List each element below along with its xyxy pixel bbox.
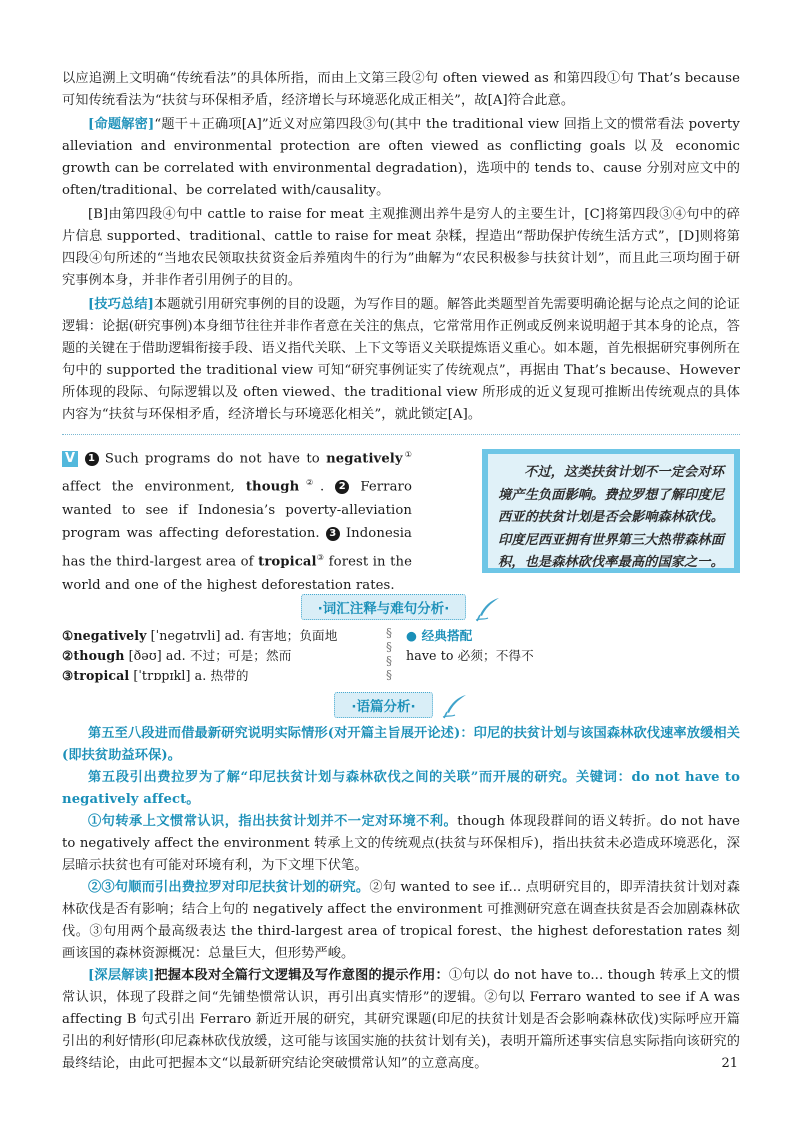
paragraph-text: 本题就引用研究事例的目的设题，为写作目的题。解答此类题型首先需要明确论据与论点之间的论证逻辑：论据(研究事例)本身细节往往并非作者意在关注的焦点，它常常用作正例或反例来说明超于其本身的论点，答题的关键在于借助逻辑衔接手段、语义指代关联、上下文等语义关联提炼语义重心。如本题，首先根据研究事例所在句中的 supported the traditional view 可知“研究事例证实了传统观点”，再据由 That’s because、However 所体现的段际、句际逻辑以及 often viewed、the traditional view 所形成的近义复现可推断出传统观点的具体内容为“扶贫与环保相矛盾，经济增长与环境恶化相关”，就此锁定[A]。 — [62, 297, 740, 422]
vocab-list — [62, 626, 382, 686]
paragraph-4 — [62, 294, 740, 426]
page-number: 21 — [721, 1056, 738, 1071]
dotted-divider — [62, 434, 740, 435]
vocab-word: though — [245, 479, 300, 495]
quill-icon — [475, 596, 501, 622]
spiral-divider: § § § § — [386, 625, 392, 682]
translation-box — [482, 449, 740, 573]
vocab-item: ②though [ðəʊ] ad. 不过；可是；然而 — [62, 647, 292, 663]
collocation-heading: ● 经典搭配 — [406, 627, 473, 643]
vocab-word: negatively — [326, 451, 403, 467]
passage-section — [62, 443, 740, 593]
paragraph-2 — [62, 114, 740, 202]
analysis-banner — [62, 692, 740, 720]
sentence-number: 3 — [326, 527, 340, 541]
vocab-banner-label: ·词汇注释与难句分析· — [301, 594, 467, 620]
vocab-banner — [62, 594, 740, 622]
quill-icon — [442, 693, 468, 719]
analysis-section — [62, 723, 740, 1075]
collocation-item: have to 必须；不得不 — [406, 647, 534, 663]
deep-reading: [深层解读]把握本段对全篇行文逻辑及写作意图的提示作用：①句以 do not have to... though 转承上文的惯常认识，体现了段群之间“先铺垫惯常认识，再引出真实情形”的逻辑。②句以 Ferraro wanted to see if A was affecting B 句式引出 Ferraro 新近开展的研究，其研究课题(印尼的扶贫计划是否会影响森林砍伐)实际呼应开篇引出的利好情形(印尼森林砍伐放缓，这可能与该国实施的扶贫计划有关)，表明开篇所述事实信息实际指向该研究的最终结论，由此可把握本文“以最新研究结论突破惯常认知”的立意高度。 — [62, 968, 740, 1071]
translation-text: 不过，这类扶贫计划不一定会对环境产生负面影响。费拉罗想了解印度尼西亚的扶贫计划是否会影响森林砍伐。印度尼西亚拥有世界第三大热带森林面积，也是森林砍伐率最高的国家之一。 — [498, 465, 724, 570]
vocab-section — [62, 626, 740, 686]
tag-label: [技巧总结] — [88, 297, 154, 312]
analysis-summary: 第五至八段进而借最新研究说明实际情形(对开篇主旨展开论述)：印尼的扶贫计划与该国森林砍伐速率放缓相关(即扶贫助益环保)。 — [62, 726, 740, 763]
page-content — [62, 68, 740, 1075]
sentence-number: 2 — [335, 480, 349, 494]
paragraph-label: V — [62, 451, 78, 467]
vocab-word: tropical — [258, 554, 317, 570]
collocation-section — [406, 626, 534, 666]
vocab-item: ①negatively [ˈneɡətɪvli] ad. 有害地；负面地 — [62, 627, 338, 643]
analysis-point: ②③句顺而引出费拉罗对印尼扶贫计划的研究。②句 wanted to see if... 点明研究目的，即弄清扶贫计划对森林砍伐是否有影响；结合上句的 negatively affect the environment 可推测研究意在调查扶贫是否会加剧森林砍伐。③句用两个最高级表达 the third-largest area of tropical forest、the highest deforestation rates 刻画该国的森林资源概况：总量巨大，但形势严峻。 — [62, 880, 740, 961]
analysis-banner-label: ·语篇分析· — [334, 692, 432, 718]
paragraph-1: 以应追溯上文明确“传统看法”的具体所指，而由上文第三段②句 often viewed as 和第四段①句 That’s because 可知传统看法为“扶贫与环保相矛盾，经济增长与环境恶化成正相关”，故[A]符合此意。 — [62, 71, 740, 108]
tag-label: [命题解密] — [88, 117, 155, 132]
analysis-keyword: 第五段引出费拉罗为了解“印尼扶贫计划与森林砍伐之间的关联”而开展的研究。关键词：do not have to negatively affect。 — [62, 770, 740, 807]
vocab-item: ③tropical [ˈtrɒpɪkl] a. 热带的 — [62, 667, 249, 683]
passage-text: V 1 Such programs do not have to negatively① affect the environment, though②. 2 Ferraro wanted to see if Indonesia’s poverty-alleviation program was affecting deforestation. 3 Indonesia has the third-largest area of tropical③ forest in the world and one of the highest deforestation rates. — [62, 450, 413, 593]
sentence-number: 1 — [85, 452, 99, 466]
analysis-point: ①句转承上文惯常认识，指出扶贫计划并不一定对环境不利。though 体现段群间的语义转折。do not have to negatively affect the environment 转承上文的传统观点(扶贫与环保相斥)，指出扶贫未必造成环境恶化，深层暗示扶贫也有可能对环境有利，为下文埋下伏笔。 — [62, 814, 741, 873]
paragraph-3: [B]由第四段④句中 cattle to raise for meat 主观推测出养牛是穷人的主要生计，[C]将第四段③④句中的碎片信息 supported、traditional、cattle to raise for meat 杂糅，捏造出“帮助保护传统生活方式”，[D]则将第四段④句所述的“当地农民领取扶贫资金后养殖肉牛的行为”曲解为“农民积极参与扶贫计划”，而且此三项均囿于研究事例本身，并非作者引用例子的目的。 — [62, 207, 740, 288]
paragraph-text: “题干＋正确项[A]”近义对应第四段③句(其中 the traditional view 回指上文的惯常看法 poverty alleviation and environmental protection are often viewed as conflicting goals 以及 economic growth can be correlated with environmental degradation)，选项中的 tends to、cause 分别对应文中的 often/traditional、be correlated with/causality。 — [62, 117, 740, 198]
